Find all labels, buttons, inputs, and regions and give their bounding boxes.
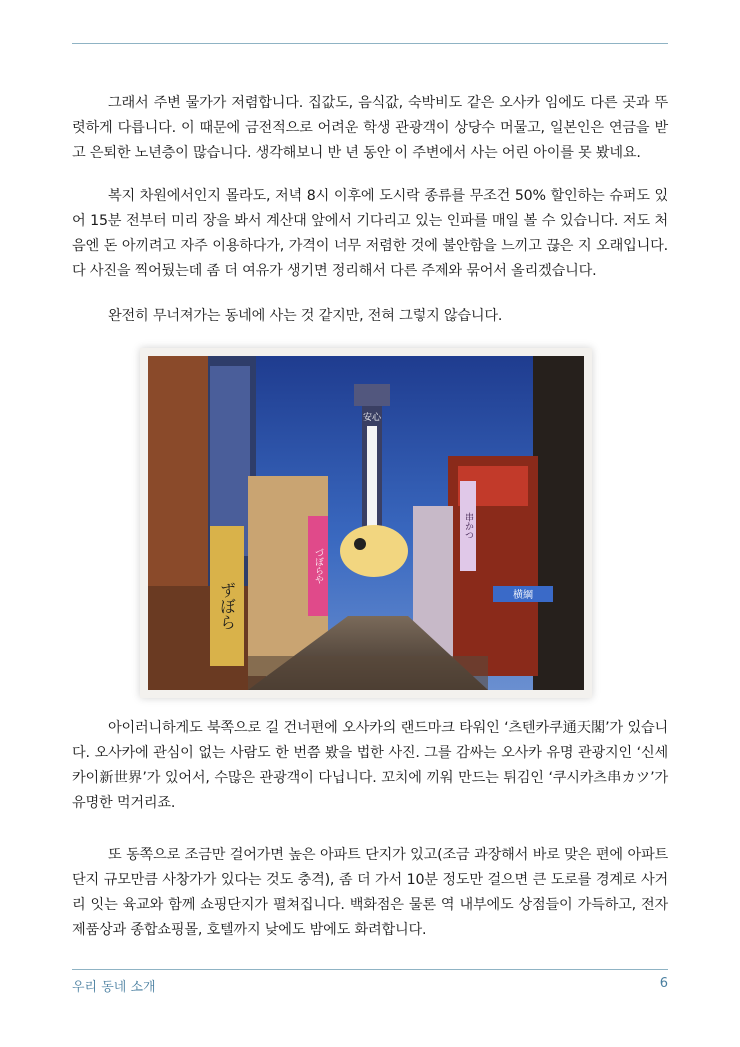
paragraph-5: 또 동쪽으로 조금만 걸어가면 높은 아파트 단지가 있고(조금 과장해서 바로 맞은 편에 아파트 단지 규모만큼 사창가가 있다는 것도 충격), 좀 더 가서 10분 정도만 걸으면 큰 도로를 경계로 사거리 잇는 육교와 함께 쇼핑단지가 펼쳐집니다. 백화점은 물론 역 내부에도 상점들이 가득하고, 전자제품상과 종합쇼핑몰, 호텔까지 낮에도 밤에도 화려합니다. — [72, 847, 668, 938]
paragraph-1: 그래서 주변 물가가 저렴합니다. 집값도, 음식값, 숙박비도 같은 오사카 임에도 다른 곳과 뚜렷하게 다릅니다. 이 때문에 금전적으로 어려운 학생 관광객이 상당수 머물고, 일본인은 연금을 받고 은퇴한 노년층이 많습니다. 생각해보니 반 년 동안 이 주변에서 사는 어린 아이를 못 봤네요. — [72, 95, 668, 161]
footer-rule — [72, 969, 668, 970]
left-big-sign: ずぼら — [217, 582, 237, 630]
shinsekai-photo — [148, 356, 584, 690]
footer-title: 우리 동네 소개 — [72, 980, 156, 995]
right-banner-sign: 横綱 — [513, 590, 533, 601]
paragraph-4: 아이러니하게도 북쪽으로 길 건너편에 오사카의 랜드마크 타워인 ‘츠텐카쿠通天閣’가 있습니다. 오사카에 관심이 없는 사람도 한 번쯤 봤을 법한 사진. 그를 감싸는 오사카 유명 관광지인 ‘신세카이新世界’가 있어서, 수많은 관광객이 다닙니다. 꼬치에 끼워 만드는 튀김인 ‘쿠시카츠串カツ’가 유명한 먹거리죠. — [72, 720, 668, 811]
right-vertical-sign: 串かつ — [463, 512, 473, 540]
page-number: 6 — [659, 976, 668, 991]
header-rule — [72, 43, 668, 44]
photo-frame — [140, 348, 592, 698]
left-vertical-sign: づぼらや — [313, 548, 323, 584]
paragraph-3: 완전히 무너져가는 동네에 사는 것 같지만, 전혀 그렇지 않습니다. — [108, 308, 503, 324]
paragraph-2: 복지 차원에서인지 몰라도, 저녁 8시 이후에 도시락 종류를 무조건 50% 할인하는 슈퍼도 있어 15분 전부터 미리 장을 봐서 계산대 앞에서 기다리고 있는 인파를 매일 볼 수 있습니다. 저도 처음엔 돈 아끼려고 자주 이용하다가, 가격이 너무 저렴한 것에 불안함을 느끼고 끊은 지 오래입니다. 다 사진을 찍어뒀는데 좀 더 여유가 생기면 정리해서 다른 주제와 묶어서 올리겠습니다. — [72, 188, 668, 279]
tower-sign: 安心 — [362, 413, 382, 423]
